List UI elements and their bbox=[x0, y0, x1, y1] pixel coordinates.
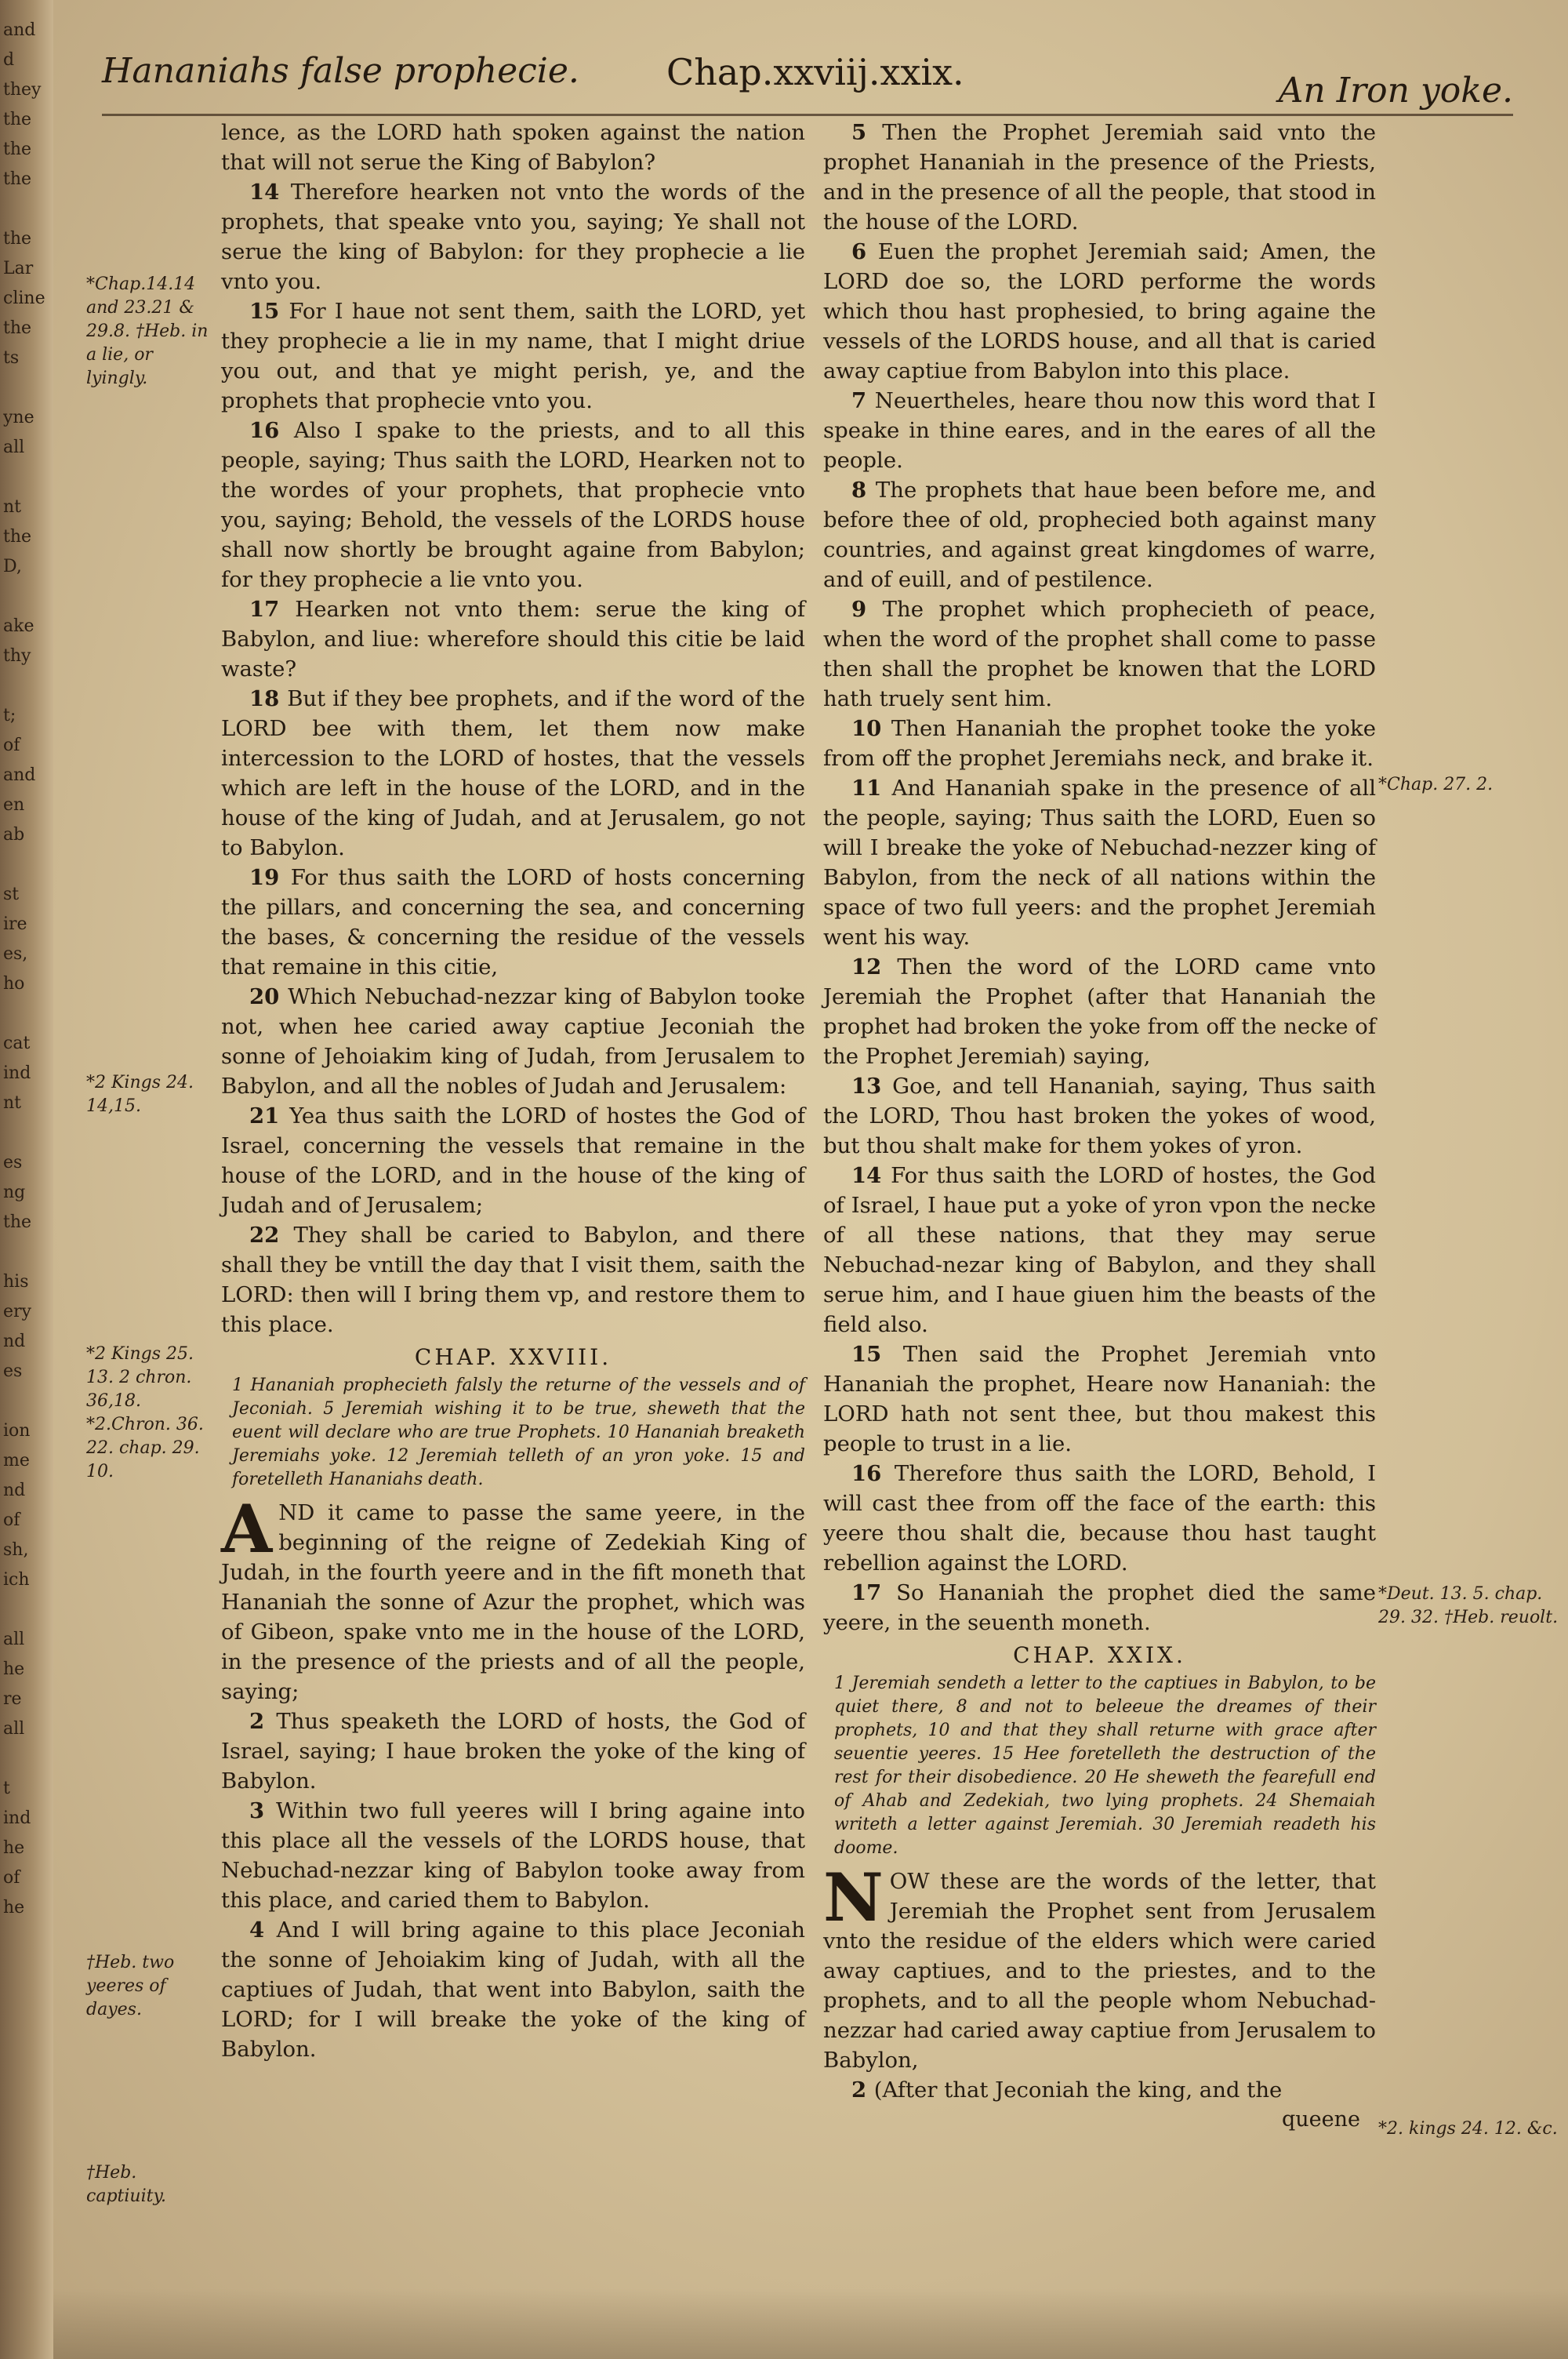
chapter-summary-28: 1 Hananiah prophecieth falsly the returne of the vessels and of Jeconiah. 5 Jeremiah wishing it to be true, sheweth that the euent will declare who are true Prophets. 10 Hananiah breaketh Jeremiahs yoke. 12 Jeremiah telleth of an yron yoke. 15 and foretelleth Hananiahs death. bbox=[232, 1376, 805, 1489]
chapter-heading-29: CHAP. XXIX. bbox=[1013, 1642, 1186, 1668]
margin-note: *2 Kings 25. 13. 2 chron. 36,18. *2.Chron. 36. 22. chap. 29. 10. bbox=[86, 1344, 204, 1481]
verse-continuation: lence, as the LORD hath spoken against the nation that will not serue the King of Babylon? bbox=[221, 120, 805, 175]
margin-note: †Heb. two yeeres of dayes. bbox=[86, 1953, 175, 2019]
verse-17: 17 So Hananiah the prophet died the same yeere, in the seuenth moneth. bbox=[823, 1580, 1376, 1635]
margin-note: *Chap. 27. 2. bbox=[1378, 775, 1494, 794]
header-center: Chap.xxviij.xxix. bbox=[666, 51, 964, 93]
verse-22: 22 They shall be caried to Babylon, and there shall they be vntill the day that I visit them, saith the LORD: then will I bring them vp, and restore them to this place. bbox=[221, 1223, 805, 1337]
verse-19: 19 For thus saith the LORD of hosts concerning the pillars, and concerning the sea, and concerning the bases, & concerning the residue of the vessels that remaine in this citie, bbox=[221, 865, 805, 980]
verse-10: 10 Then Hananiah the prophet tooke the yoke from off the prophet Jeremiahs neck, and brake it. bbox=[823, 716, 1376, 771]
margin-note: *2. kings 24. 12. &c. bbox=[1378, 2119, 1558, 2139]
verse-16: 16 Therefore thus saith the LORD, Behold, I will cast thee from off the face of the earth: this yeere thou shalt die, because thou hast taught rebellion against the LORD. bbox=[823, 1461, 1377, 1576]
verse-11: 11 And Hananiah spake in the presence of all the people, saying; Thus saith the LORD, Euen so will I breake the yoke of Nebuchad-nezzer king of Babylon, from the neck of all nations within the space of two full yeers: and the prophet Jeremiah went his way. bbox=[823, 776, 1376, 950]
verse-2: 2 (After that Jeconiah the king, and the bbox=[851, 2077, 1283, 2103]
verse-16: 16 Also I spake to the priests, and to all this people, saying; Thus saith the LORD, Hearken not to the wordes of your prophets, that prophecie vnto you, saying; Behold, the vessels of the LORDS house shall now shortly be brought againe from Babylon; for they prophecie a lie vnto you. bbox=[221, 418, 805, 592]
margin-note: *Deut. 13. 5. chap. 29. 32. †Heb. reuolt. bbox=[1378, 1584, 1559, 1627]
drop-cap: A bbox=[221, 1490, 273, 1568]
page-edge-shadow bbox=[53, 2288, 1568, 2359]
verse-3: 3 Within two full yeeres will I bring againe into this place all the vessels of the LORDS house, that Nebuchad-nezzar king of Babylon tooke away from this place, and caried them to Babylon. bbox=[221, 1798, 805, 1913]
header-rule bbox=[102, 114, 1513, 116]
verse-21: 21 Yea thus saith the LORD of hostes the God of Israel, concerning the vessels that remaine in the house of the LORD, and in the house of the king of Judah and of Jerusalem; bbox=[221, 1103, 805, 1218]
verse-18: 18 But if they bee prophets, and if the word of the LORD bee with them, let them now make intercession to the LORD of hostes, that the vessels which are left in the house of the LORD, and in the house of the king of Judah, and at Jerusalem, go not to Babylon. bbox=[221, 686, 805, 860]
verse-14: 14 For thus saith the LORD of hostes, the God of Israel, I haue put a yoke of yron vpon the necke of all these nations, that they may serue Nebuchad-nezar king of Babylon, and they shall serue him, and I haue giuen him the beasts of the field also. bbox=[823, 1163, 1376, 1337]
verse-13: 13 Goe, and tell Hananiah, saying, Thus saith the LORD, Thou hast broken the yokes of wood, but thou shalt make for them yokes of yron. bbox=[823, 1074, 1376, 1158]
left-column bbox=[221, 118, 805, 2064]
verse-12: 12 Then the word of the LORD came vnto Jeremiah the Prophet (after that Hananiah the prophet had broken the yoke from off the necke of the Prophet Jeremiah) saying, bbox=[823, 954, 1376, 1069]
verse-5: 5 Then the Prophet Jeremiah said vnto the prophet Hananiah in the presence of the Priests, and in the presence of all the people, that stood in the house of the LORD. bbox=[823, 120, 1376, 234]
verse-20: 20 Which Nebuchad-nezzar king of Babylon tooke not, when hee caried away captiue Jeconiah the sonne of Jehoiakim king of Judah, from Jerusalem to Babylon, and all the nobles of Judah and Jerusalem: bbox=[221, 984, 805, 1099]
margin-note: †Heb. captiuity. bbox=[86, 2163, 166, 2206]
running-header bbox=[102, 43, 1513, 114]
verse-15: 15 For I haue not sent them, saith the LORD, yet they prophecie a lie in my name, that I might driue you out, and that ye might perish, ye, and the prophets that prophecie vnto you. bbox=[221, 299, 806, 413]
verse-9: 9 The prophet which prophecieth of peace, when the word of the prophet shall come to passe then shall the prophet be knowen that the LORD hath truely sent him. bbox=[823, 597, 1376, 711]
verse-1: NOW these are the words of the letter, that Jeremiah the Prophet sent from Jerusalem vnto the residue of the elders which were caried away captiues, and to the priestes, and to the prophets, and to all the people whom Nebuchad-nezzar had caried away captiue from Jerusalem to Babylon, bbox=[823, 1859, 1376, 2073]
chapter-summary-29: 1 Jeremiah sendeth a letter to the captiues in Babylon, to be quiet there, 8 and not to beleeue the dreames of their prophets, 10 and that they shall returne with grace after seuentie yeeres. 15 Hee foretelleth the destruction of the rest for their disobedience. 20 He sheweth the fearefull end of Ahab and Zedekiah, two lying prophets. 24 Shemaiah writeth a letter against Jeremiah. 30 Jeremiah readeth his doome. bbox=[834, 1674, 1376, 1858]
margin-note: *2 Kings 24. 14,15. bbox=[86, 1073, 194, 1116]
drop-cap: N bbox=[823, 1859, 884, 1936]
verse-6: 6 Euen the prophet Jeremiah said; Amen, the LORD doe so, the LORD performe the words which thou hast prophesied, to bring againe the vessels of the LORDS house, and all that is caried away captiue from Babylon into this place. bbox=[823, 239, 1376, 383]
catchword: queene bbox=[1282, 2107, 1360, 2132]
verse-8: 8 The prophets that haue been before me, and before thee of old, prophecied both against many countries, and against great kingdomes of warre, and of euill, and of pestilence. bbox=[823, 478, 1376, 592]
verse-17: 17 Hearken not vnto them: serue the king of Babylon, and liue: wherefore should this citie be laid waste? bbox=[221, 597, 805, 682]
facing-page-fragment: and d they the the the the Lar cline the ts yne all nt the D, ake thy t; of and en ab st ire es, ho cat ind nt es ng the his ery nd es ion me nd of sh, ich all he re all t ind he of he bbox=[3, 20, 45, 1917]
header-right: An Iron yoke. bbox=[1278, 71, 1513, 111]
verse-7: 7 Neuertheles, heare thou now this word that I speake in thine eares, and in the eares of all the people. bbox=[823, 388, 1376, 473]
right-column bbox=[823, 118, 1376, 2135]
chapter-heading-28: CHAP. XXVIII. bbox=[414, 1344, 612, 1370]
margin-note: *Chap.14.14 and 23.21 & 29.8. †Heb. in a lie, or lyingly. bbox=[86, 274, 209, 388]
verse-1: AND it came to passe the same yeere, in the beginning of the reigne of Zedekiah King of Judah, in the fourth yeere and in the fift moneth that Hananiah the sonne of Azur the prophet, which was of Gibeon, spake vnto me in the house of the LORD, in the presence of the priests and of all the people, saying; bbox=[221, 1490, 805, 1704]
header-left: Hananiahs false prophecie. bbox=[102, 51, 579, 91]
verse-4: 4 And I will bring againe to this place Jeconiah the sonne of Jehoiakim king of Judah, with all the captiues of Judah, that went into Babylon, saith the LORD; for I will breake the yoke of the king of Babylon. bbox=[221, 1917, 805, 2062]
facing-page-gutter bbox=[0, 0, 53, 2359]
verse-2: 2 Thus speaketh the LORD of hosts, the God of Israel, saying; I haue broken the yoke of the king of Babylon. bbox=[221, 1709, 805, 1794]
verse-15: 15 Then said the Prophet Jeremiah vnto Hananiah the prophet, Heare now Hananiah: the LORD hath not sent thee, but thou makest this people to trust in a lie. bbox=[823, 1342, 1376, 1456]
verse-14: 14 Therefore hearken not vnto the words of the prophets, that speake vnto you, saying; Ye shall not serue the king of Babylon: for they prophecie a lie vnto you. bbox=[221, 180, 805, 294]
